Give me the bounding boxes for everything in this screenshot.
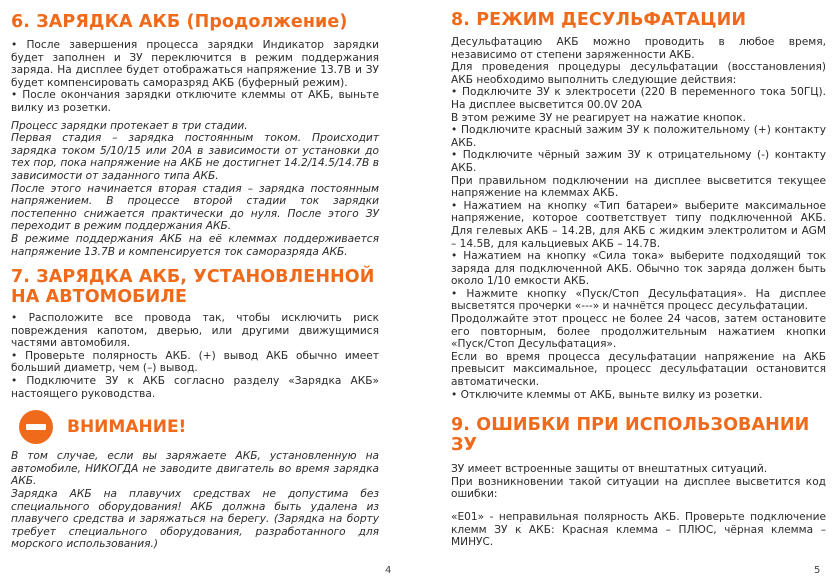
section-8-paragraph: • Подключите красный зажим ЗУ к положительному (+) контакту АКБ.: [451, 124, 826, 149]
section-6-note: Первая стадия – зарядка постоянным током. Происходит зарядка током 5/10/15 или 20А в зависимости от установки до тех пор, пока напряжение на АКБ не достигнет 14.2/14.5/14.7В в зависимости от заданного типа АКБ.: [11, 132, 379, 182]
section-6-paragraph: • После завершения процесса зарядки Индикатор зарядки будет заполнен и ЗУ переключится в режим поддержания заряда. На дисплее будет отображаться напряжение 13.7В и ЗУ будет компенсировать саморазряд АКБ (буферный режим).: [11, 39, 379, 89]
section-9-paragraph: ЗУ имеет встроенные защиты от внештатных ситуаций.: [451, 463, 768, 476]
section-8-paragraph: • Нажмите кнопку «Пуск/Стоп Десульфатация». На дисплее высветятся прочерки «---» и начнётся процесс десульфатации.: [451, 287, 826, 313]
section-8-paragraph: • Подключите чёрный зажим ЗУ к отрицательному (-) контакту АКБ.: [451, 149, 826, 174]
section-9-paragraph: При возникновении такой ситуации на дисплее высветится код ошибки:: [451, 475, 826, 501]
section-6-note: В режиме поддержания АКБ на её клеммах поддерживается напряжение 13.7В и компенсируется ток саморазряда АКБ.: [11, 232, 379, 258]
section-9-paragraph: «Е01» - неправильная полярность АКБ. Проверьте подключение клемм ЗУ к АКБ: Красная клемма – ПЛЮС, чёрная клемма – МИНУС.: [451, 511, 826, 549]
section-6-title: 6. ЗАРЯДКА АКБ (Продолжение): [11, 12, 348, 32]
section-7-title: [11, 267, 379, 307]
section-8-paragraph: В этом режиме ЗУ не реагирует на нажатие кнопок.: [451, 111, 746, 124]
section-8-paragraph: • Отключите клеммы от АКБ, выньте вилку из розетки.: [451, 388, 763, 401]
section-7-title-line2: НА АВТОМОБИЛЕ: [11, 287, 188, 308]
section-8-paragraph: Для проведения процедуры десульфатации (восстановления) АКБ необходимо выполнить следующие действия:: [451, 61, 826, 86]
warning-title: ВНИМАНИЕ!: [67, 417, 187, 438]
section-8-paragraph: Если во время процесса десульфатации напряжение на АКБ превысит максимальное, процесс десульфатации остановится автоматически.: [451, 350, 826, 389]
warning-header: [11, 410, 379, 444]
section-7-paragraph: • Проверьте полярность АКБ. (+) вывод АКБ обычно имеет больший диаметр, чем (–) вывод.: [11, 349, 379, 375]
section-6-note: Процесс зарядки протекает в три стадии.: [11, 119, 248, 132]
section-9-title: 9. ОШИБКИ ПРИ ИСПОЛЬЗОВАНИИ ЗУ: [451, 415, 810, 456]
section-7-paragraph: • Расположите все провода так, чтобы исключить риск повреждения капотом, дверью, или другими движущимися частями автомобиля.: [11, 312, 379, 350]
section-8-paragraph: • Нажатием на кнопку «Тип батареи» выберите максимальное напряжение, которое соответствует типу подключенной АКБ. Для гелевых АКБ – 14.2В, для АКБ с жидким электролитом и AGM – 14.5В, для кальциевых АКБ – 14.7В.: [451, 199, 826, 250]
left-page: [11, 0, 379, 583]
section-8-paragraph: Продолжайте этот процесс не более 24 часов, затем остановите его повторным, более продолжительным нажатием кнопки «Пуск/Стоп Десульфатация».: [451, 313, 826, 351]
page-number-left: 4: [385, 565, 392, 576]
section-7-paragraph: • Подключите ЗУ к АКБ согласно разделу «Зарядка АКБ» настоящего руководства.: [11, 375, 379, 400]
section-8-paragraph: • Нажатием на кнопку «Сила тока» выберите подходящий ток заряда для подключенной АКБ. Обычно ток заряда должен быть около 1/10 емкости АКБ.: [451, 250, 826, 288]
section-7-title-line1: 7. ЗАРЯДКА АКБ, УСТАНОВЛЕННОЙ: [11, 267, 375, 288]
section-8-paragraph: При правильном подключении на дисплее высветится текущее напряжение на клеммах АКБ.: [451, 174, 826, 200]
section-6-paragraph: • После окончания зарядки отключите клеммы от АКБ, выньте вилку из розетки.: [11, 89, 379, 114]
section-8-title: 8. РЕЖИМ ДЕСУЛЬФАТАЦИИ: [451, 10, 747, 30]
warning-icon: [19, 410, 53, 444]
section-6-note: После этого начинается вторая стадия – зарядка постоянным напряжением. В процессе второй стадии ток зарядки постепенно снижается практически до нуля. После этого ЗУ переходит в режим поддержания АКБ.: [11, 182, 379, 233]
warning-text: В том случае, если вы заряжаете АКБ, установленную на автомобиле, НИКОГДА не заводите двигатель во время зарядка АКБ.: [11, 450, 379, 488]
page-number-right: 5: [814, 565, 821, 576]
warning-text: Зарядка АКБ на плавучих средствах не допустима без специального оборудования! АКБ должна быть удалена из плавучего средства и заряжаться на берегу. (Зарядка на борту требует специального оборудования, разработанного для морского использования.): [11, 488, 379, 551]
right-page: [451, 0, 826, 583]
section-8-paragraph: Десульфатацию АКБ можно проводить в любое время, независимо от степени заряженности АКБ.: [451, 36, 826, 61]
section-8-paragraph: • Подключите ЗУ к электросети (220 В переменного тока 50ГЦ). На дисплее высветится 00.0V 20А: [451, 86, 826, 111]
